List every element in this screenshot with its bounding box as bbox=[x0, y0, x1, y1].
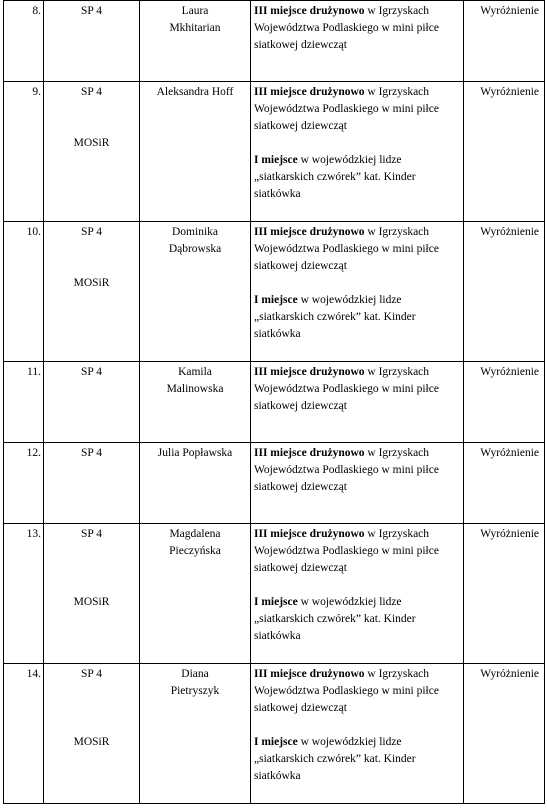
student-name-line: Mkhitarian bbox=[169, 22, 221, 34]
award-cell: Wyróżnienie bbox=[464, 443, 545, 524]
table-row bbox=[4, 222, 545, 362]
school-cell bbox=[44, 222, 140, 362]
achievement-text: w wojewódzkiej lidze „siatkarskich czwórek” kat. Kinder siatkówka bbox=[254, 736, 416, 782]
student-name-line: Diana bbox=[181, 668, 209, 680]
achievement-place: III miejsce drużynowo bbox=[254, 528, 365, 540]
club-label: MOSiR bbox=[73, 277, 110, 289]
school-cell bbox=[44, 362, 140, 443]
achievement-place: III miejsce drużynowo bbox=[254, 226, 365, 238]
student-name-line: Kamila bbox=[178, 366, 212, 378]
row-number: 14. bbox=[4, 664, 44, 804]
achievement-place: III miejsce drużynowo bbox=[254, 366, 365, 378]
name-cell bbox=[140, 664, 251, 804]
achievement-place: I miejsce bbox=[254, 154, 298, 166]
achievement-text: w Igrzyskach Województwa Podlaskiego w mini piłce siatkowej dziewcząt bbox=[254, 5, 439, 51]
achievement-text: w Igrzyskach Województwa Podlaskiego w mini piłce siatkowej dziewcząt bbox=[254, 366, 439, 412]
achievement-cell bbox=[251, 222, 464, 362]
row-number: 9. bbox=[4, 82, 44, 222]
school-label: SP 4 bbox=[81, 5, 102, 17]
award-cell: Wyróżnienie bbox=[464, 222, 545, 362]
student-name-line: Magdalena bbox=[169, 528, 221, 540]
achievement-cell bbox=[251, 664, 464, 804]
name-cell bbox=[140, 524, 251, 664]
school-cell bbox=[44, 1, 140, 82]
student-name-line: Pieczyńska bbox=[169, 545, 221, 557]
student-name-line: Malinowska bbox=[166, 383, 224, 395]
student-name-line: Dominika bbox=[172, 226, 218, 238]
row-number: 11. bbox=[4, 362, 44, 443]
name-cell bbox=[140, 1, 251, 82]
achievement-text: w Igrzyskach Województwa Podlaskiego w mini piłce siatkowej dziewcząt bbox=[254, 528, 439, 574]
award-cell: Wyróżnienie bbox=[464, 524, 545, 664]
table-row bbox=[4, 362, 545, 443]
school-cell bbox=[44, 524, 140, 664]
student-name-line: Laura bbox=[181, 5, 209, 17]
club-label: MOSiR bbox=[73, 736, 110, 748]
achievement-text: w Igrzyskach Województwa Podlaskiego w mini piłce siatkowej dziewcząt bbox=[254, 447, 439, 493]
table-row bbox=[4, 664, 545, 804]
club-label: MOSiR bbox=[73, 596, 110, 608]
achievement-place: III miejsce drużynowo bbox=[254, 5, 365, 17]
school-label: SP 4 bbox=[81, 668, 102, 680]
name-cell bbox=[140, 362, 251, 443]
student-name-line: Julia Popławska bbox=[157, 447, 233, 459]
achievement-cell bbox=[251, 524, 464, 664]
row-number: 13. bbox=[4, 524, 44, 664]
student-name-line: Dąbrowska bbox=[168, 243, 222, 255]
award-cell: Wyróżnienie bbox=[464, 664, 545, 804]
table-row bbox=[4, 1, 545, 82]
achievement-place: III miejsce drużynowo bbox=[254, 86, 365, 98]
school-label: SP 4 bbox=[81, 447, 102, 459]
achievement-cell bbox=[251, 1, 464, 82]
name-cell bbox=[140, 82, 251, 222]
row-number: 8. bbox=[4, 1, 44, 82]
row-number: 12. bbox=[4, 443, 44, 524]
school-label: SP 4 bbox=[81, 528, 102, 540]
award-cell: Wyróżnienie bbox=[464, 362, 545, 443]
school-cell bbox=[44, 82, 140, 222]
achievement-cell bbox=[251, 362, 464, 443]
achievement-cell bbox=[251, 443, 464, 524]
achievement-place: I miejsce bbox=[254, 596, 298, 608]
school-cell bbox=[44, 664, 140, 804]
achievement-text: w Igrzyskach Województwa Podlaskiego w mini piłce siatkowej dziewcząt bbox=[254, 668, 439, 714]
achievement-text: w Igrzyskach Województwa Podlaskiego w mini piłce siatkowej dziewcząt bbox=[254, 86, 439, 132]
school-label: SP 4 bbox=[81, 86, 102, 98]
name-cell bbox=[140, 443, 251, 524]
achievement-place: I miejsce bbox=[254, 294, 298, 306]
achievement-text: w wojewódzkiej lidze „siatkarskich czwórek” kat. Kinder siatkówka bbox=[254, 294, 416, 340]
student-name-line: Pietryszyk bbox=[170, 685, 220, 697]
name-cell bbox=[140, 222, 251, 362]
achievement-text: w wojewódzkiej lidze „siatkarskich czwórek” kat. Kinder siatkówka bbox=[254, 154, 416, 200]
school-cell bbox=[44, 443, 140, 524]
award-cell: Wyróżnienie bbox=[464, 82, 545, 222]
table-row bbox=[4, 443, 545, 524]
achievement-cell bbox=[251, 82, 464, 222]
achievement-text: w wojewódzkiej lidze „siatkarskich czwórek” kat. Kinder siatkówka bbox=[254, 596, 416, 642]
achievement-place: III miejsce drużynowo bbox=[254, 447, 365, 459]
awards-table bbox=[3, 0, 545, 804]
row-number: 10. bbox=[4, 222, 44, 362]
achievement-text: w Igrzyskach Województwa Podlaskiego w mini piłce siatkowej dziewcząt bbox=[254, 226, 439, 272]
achievement-place: III miejsce drużynowo bbox=[254, 668, 365, 680]
school-label: SP 4 bbox=[81, 366, 102, 378]
achievement-place: I miejsce bbox=[254, 736, 298, 748]
table-row bbox=[4, 524, 545, 664]
table-row bbox=[4, 82, 545, 222]
club-label: MOSiR bbox=[73, 137, 110, 149]
school-label: SP 4 bbox=[81, 226, 102, 238]
award-cell: Wyróżnienie bbox=[464, 1, 545, 82]
student-name-line: Aleksandra Hoff bbox=[156, 86, 234, 98]
